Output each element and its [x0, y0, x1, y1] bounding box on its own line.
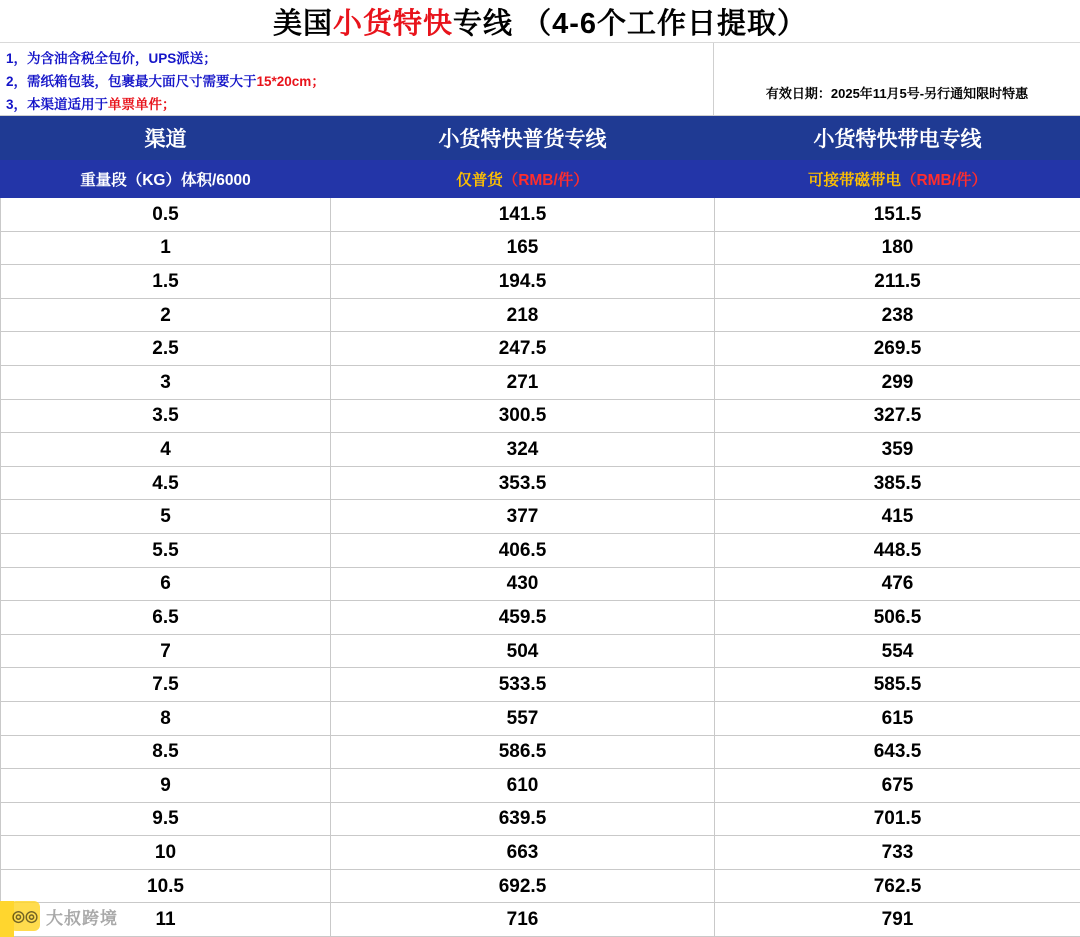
- cell-weight: 8.5: [1, 735, 331, 769]
- header-weight-range: 重量段（KG）体积/6000: [1, 160, 331, 198]
- table-body: [1, 198, 1080, 937]
- note-highlight: 15*20cm；: [257, 74, 325, 89]
- cell-battery-price: 506.5: [715, 601, 1080, 635]
- header-battery-price: [715, 160, 1080, 198]
- header-normal-line: 小货特快普货专线: [331, 117, 715, 160]
- header-normal-price-label: 仅普货: [456, 172, 503, 189]
- table-row: [1, 601, 1080, 635]
- header-battery-price-label: 可接带磁带电: [808, 172, 901, 189]
- title-part-3: 专线 （4-6个工作日提取）: [453, 8, 807, 40]
- cell-normal-price: 194.5: [331, 265, 715, 299]
- cell-battery-price: 643.5: [715, 735, 1080, 769]
- header-channel: 渠道: [1, 117, 331, 160]
- cell-weight: 5.5: [1, 533, 331, 567]
- table-header-primary: [1, 117, 1080, 160]
- cell-normal-price: 300.5: [331, 399, 715, 433]
- cell-weight: 11: [1, 903, 331, 937]
- cell-normal-price: 377: [331, 500, 715, 534]
- table-row: [1, 231, 1080, 265]
- table-row: [1, 668, 1080, 702]
- table-row: [1, 903, 1080, 937]
- title-part-2: 小货特快: [333, 8, 453, 40]
- cell-weight: 9.5: [1, 802, 331, 836]
- table-row: [1, 298, 1080, 332]
- validity-block: [714, 43, 1080, 115]
- table-row: [1, 701, 1080, 735]
- cell-battery-price: 733: [715, 836, 1080, 870]
- watermark-text: 大叔跨境: [46, 904, 118, 929]
- cell-weight: 3: [1, 365, 331, 399]
- validity-value: 2025年11月5号-另行通知限时特惠: [831, 86, 1028, 101]
- table-row: [1, 198, 1080, 232]
- note-text: 2，需纸箱包装，包裹最大面尺寸需要大于: [6, 74, 257, 89]
- table-row: [1, 399, 1080, 433]
- cell-normal-price: 406.5: [331, 533, 715, 567]
- table-row: [1, 265, 1080, 299]
- cell-battery-price: 762.5: [715, 869, 1080, 903]
- cell-weight: 6: [1, 567, 331, 601]
- cell-battery-price: 791: [715, 903, 1080, 937]
- cell-battery-price: 448.5: [715, 533, 1080, 567]
- table-row: [1, 802, 1080, 836]
- cell-normal-price: 557: [331, 701, 715, 735]
- table-row: [1, 869, 1080, 903]
- table-row: [1, 433, 1080, 467]
- cell-battery-price: 299: [715, 365, 1080, 399]
- cell-battery-price: 554: [715, 634, 1080, 668]
- cell-battery-price: 701.5: [715, 802, 1080, 836]
- title-part-1: 美国: [273, 8, 333, 40]
- cell-weight: 9: [1, 769, 331, 803]
- eyes-icon: ◎◎: [10, 901, 40, 931]
- note-text: 1，为含油含税全包价，UPS派送；: [6, 51, 217, 66]
- cell-normal-price: 141.5: [331, 198, 715, 232]
- cell-weight: 10: [1, 836, 331, 870]
- table-row: [1, 567, 1080, 601]
- rate-table: [0, 116, 1080, 937]
- cell-normal-price: 353.5: [331, 466, 715, 500]
- cell-battery-price: 675: [715, 769, 1080, 803]
- cell-battery-price: 476: [715, 567, 1080, 601]
- cell-weight: 3.5: [1, 399, 331, 433]
- cell-weight: 10.5: [1, 869, 331, 903]
- header-normal-price-unit: （RMB/件）: [503, 172, 589, 189]
- cell-normal-price: 504: [331, 634, 715, 668]
- cell-battery-price: 359: [715, 433, 1080, 467]
- table-row: [1, 769, 1080, 803]
- cell-battery-price: 238: [715, 298, 1080, 332]
- header-battery-line: 小货特快带电专线: [715, 117, 1080, 160]
- cell-weight: 0.5: [1, 198, 331, 232]
- cell-battery-price: 269.5: [715, 332, 1080, 366]
- validity-label: 有效日期：: [766, 86, 831, 101]
- cell-battery-price: 211.5: [715, 265, 1080, 299]
- cell-weight: 8: [1, 701, 331, 735]
- cell-weight: 5: [1, 500, 331, 534]
- note-highlight: 单票单件；: [108, 97, 176, 112]
- cell-normal-price: 165: [331, 231, 715, 265]
- table-row: [1, 332, 1080, 366]
- cell-normal-price: 324: [331, 433, 715, 467]
- cell-normal-price: 218: [331, 298, 715, 332]
- validity-text: [766, 83, 1028, 102]
- cell-normal-price: 430: [331, 567, 715, 601]
- cell-battery-price: 385.5: [715, 466, 1080, 500]
- table-row: [1, 500, 1080, 534]
- cell-normal-price: 610: [331, 769, 715, 803]
- table-row: [1, 836, 1080, 870]
- cell-battery-price: 585.5: [715, 668, 1080, 702]
- cell-battery-price: 151.5: [715, 198, 1080, 232]
- cell-weight: 1: [1, 231, 331, 265]
- cell-weight: 2.5: [1, 332, 331, 366]
- cell-normal-price: 716: [331, 903, 715, 937]
- cell-battery-price: 615: [715, 701, 1080, 735]
- cell-normal-price: 663: [331, 836, 715, 870]
- cell-normal-price: 692.5: [331, 869, 715, 903]
- table-row: [1, 735, 1080, 769]
- cell-weight: 4.5: [1, 466, 331, 500]
- title-bar: [0, 0, 1080, 43]
- cell-weight: 7.5: [1, 668, 331, 702]
- table-row: [1, 466, 1080, 500]
- cell-weight: 2: [1, 298, 331, 332]
- note-text: 3，本渠道适用于: [6, 97, 108, 112]
- table-row: [1, 365, 1080, 399]
- cell-normal-price: 271: [331, 365, 715, 399]
- note-item: [6, 93, 713, 116]
- cell-battery-price: 327.5: [715, 399, 1080, 433]
- notes-block: [0, 43, 714, 115]
- cell-normal-price: 459.5: [331, 601, 715, 635]
- cell-battery-price: 180: [715, 231, 1080, 265]
- table-header-secondary: [1, 160, 1080, 198]
- info-row: [0, 43, 1080, 116]
- cell-weight: 4: [1, 433, 331, 467]
- header-battery-price-unit: （RMB/件）: [901, 172, 987, 189]
- cell-weight: 1.5: [1, 265, 331, 299]
- watermark: [10, 901, 118, 931]
- cell-normal-price: 586.5: [331, 735, 715, 769]
- cell-battery-price: 415: [715, 500, 1080, 534]
- note-item: [6, 70, 713, 93]
- cell-normal-price: 533.5: [331, 668, 715, 702]
- header-normal-price: [331, 160, 715, 198]
- cell-weight: 7: [1, 634, 331, 668]
- cell-normal-price: 639.5: [331, 802, 715, 836]
- table-row: [1, 533, 1080, 567]
- page-title: [273, 1, 807, 42]
- note-item: [6, 47, 713, 70]
- table-row: [1, 634, 1080, 668]
- cell-normal-price: 247.5: [331, 332, 715, 366]
- cell-weight: 6.5: [1, 601, 331, 635]
